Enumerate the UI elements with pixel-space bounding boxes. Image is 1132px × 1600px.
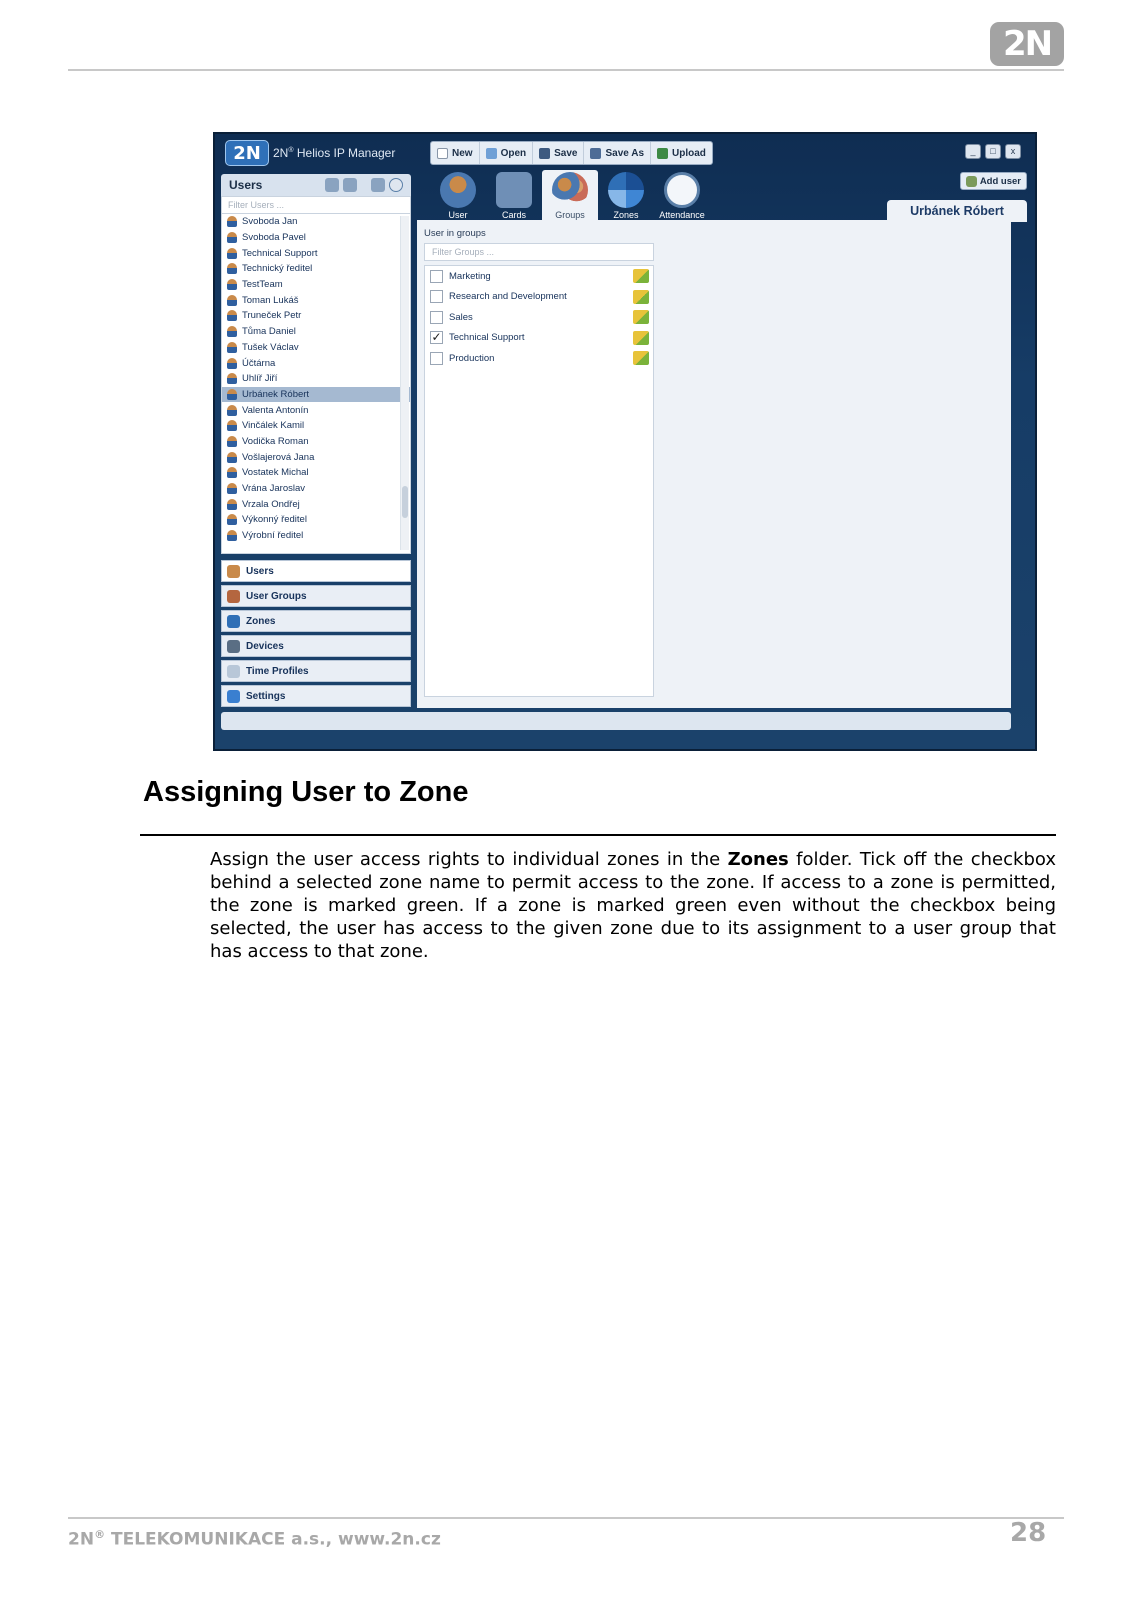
user-name: Vrána Jaroslav — [242, 483, 306, 495]
group-row — [425, 348, 653, 369]
edit-group-icon[interactable] — [633, 290, 649, 304]
group-checkbox[interactable] — [430, 270, 443, 283]
nav-settings[interactable] — [221, 685, 411, 707]
user-list-item[interactable] — [222, 261, 410, 277]
left-panel — [221, 174, 411, 714]
user-search-icon[interactable] — [325, 178, 339, 192]
nav-user-groups[interactable] — [221, 585, 411, 607]
nav-users[interactable] — [221, 560, 411, 582]
user-name: Valenta Antonín — [242, 404, 309, 416]
add-user-button[interactable]: Add user — [960, 172, 1027, 190]
nav-label: Devices — [246, 640, 284, 652]
user-list-item[interactable] — [222, 512, 410, 528]
save-as-button[interactable]: Save As — [584, 142, 651, 164]
user-name: TestTeam — [242, 279, 283, 291]
tab-cards[interactable]: Cards — [486, 170, 542, 222]
user-list-item[interactable] — [222, 465, 410, 481]
user-filter-icon[interactable] — [343, 178, 357, 192]
user-in-groups-label: User in groups — [424, 228, 486, 239]
user-name: Účtárna — [242, 357, 276, 369]
user-name: Technický ředitel — [242, 263, 313, 275]
footer-company: 2N® TELEKOMUNIKACE a.s., www.2n.cz — [68, 1528, 441, 1550]
user-list-item[interactable] — [222, 277, 410, 293]
user-groups-icon — [227, 590, 240, 603]
app-logo: 2N — [225, 140, 269, 166]
section-paragraph: Assign the user access rights to individual zones in the Zones folder. Tick off the checkbox behind a selected zone name to permit access to the zone. If access to a zone is permitted, the zone is marked green. If a zone is marked green even without the checkbox being selected, the user has access to the given zone due to its assignment to a user group that has access to that zone. — [210, 849, 1056, 962]
groups-icon — [552, 172, 588, 208]
filter-groups-input[interactable]: Filter Groups ... — [424, 243, 654, 261]
add-user-icon[interactable] — [371, 178, 385, 192]
edit-group-icon[interactable] — [633, 351, 649, 365]
user-list-item[interactable] — [222, 496, 410, 512]
navigation-buttons — [221, 560, 411, 707]
tab-user[interactable]: User — [430, 170, 486, 222]
add-user-icon — [966, 176, 977, 187]
group-row — [425, 287, 653, 308]
user-name: Svoboda Pavel — [242, 232, 306, 244]
tab-zones[interactable]: Zones — [598, 170, 654, 222]
user-name: Tůma Daniel — [242, 326, 296, 338]
user-groups-panel — [417, 220, 1011, 708]
save-as-icon — [590, 148, 601, 159]
open-icon — [486, 148, 497, 159]
user-icon — [227, 483, 237, 494]
user-name: Vinčálek Kamil — [242, 420, 305, 432]
user-name: Toman Lukáš — [242, 294, 299, 306]
selected-user-name: Urbánek Róbert — [887, 200, 1027, 222]
user-icon — [227, 342, 237, 353]
clock-icon — [664, 172, 700, 208]
user-name: Vostatek Michal — [242, 467, 309, 479]
filter-users-input[interactable]: Filter Users ... — [221, 196, 411, 214]
group-name: Technical Support — [449, 332, 525, 344]
user-list-item[interactable] — [222, 418, 410, 434]
user-list-item[interactable] — [222, 292, 410, 308]
user-icon — [227, 499, 237, 510]
user-list-scrollbar[interactable] — [400, 216, 409, 550]
time-profiles-icon — [227, 665, 240, 678]
user-name: Vodička Roman — [242, 435, 309, 447]
user-icon — [227, 420, 237, 431]
section-heading: Assigning User to Zone — [143, 776, 469, 808]
maximize-button[interactable]: □ — [985, 144, 1001, 159]
user-icon — [227, 232, 237, 243]
edit-group-icon[interactable] — [633, 310, 649, 324]
user-name: Urbánek Róbert — [242, 388, 310, 400]
nav-zones[interactable] — [221, 610, 411, 632]
new-button[interactable]: New — [431, 142, 480, 164]
user-list-item[interactable] — [222, 245, 410, 261]
user-icon — [440, 172, 476, 208]
group-row — [425, 307, 653, 328]
group-checkbox[interactable]: ✓ — [431, 330, 442, 345]
user-list-item[interactable] — [222, 340, 410, 356]
user-icon — [227, 373, 237, 384]
user-list-item[interactable] — [222, 387, 410, 403]
header-rule — [68, 69, 1064, 71]
user-list-item[interactable] — [222, 434, 410, 450]
user-name: Výkonný ředitel — [242, 514, 307, 526]
user-icon — [227, 358, 237, 369]
user-icon — [227, 248, 237, 259]
user-icon — [227, 263, 237, 274]
card-reader-icon — [496, 172, 532, 208]
user-icon — [227, 436, 237, 447]
save-button[interactable]: Save — [533, 142, 584, 164]
user-icon — [227, 530, 237, 541]
user-name: Vošlajerová Jana — [242, 451, 315, 463]
nav-label: Settings — [246, 690, 286, 702]
tab-groups[interactable]: Groups — [542, 170, 598, 222]
tab-attendance[interactable]: Attendance — [654, 170, 710, 222]
user-name: Truneček Petr — [242, 310, 302, 322]
group-checkbox[interactable] — [430, 311, 443, 324]
user-list-item[interactable] — [222, 324, 410, 340]
group-row — [425, 328, 653, 349]
user-icon — [227, 279, 237, 290]
status-bar — [221, 712, 1011, 730]
scroll-thumb[interactable] — [402, 486, 408, 518]
save-icon — [539, 148, 550, 159]
app-title: 2N® Helios IP Manager — [273, 146, 396, 160]
user-icon — [227, 216, 237, 227]
users-panel-title: Users — [229, 178, 263, 192]
users-panel-header — [221, 174, 411, 196]
group-name: Marketing — [449, 270, 491, 282]
user-list[interactable] — [221, 214, 411, 554]
user-list-item[interactable] — [222, 355, 410, 371]
user-icon — [227, 405, 237, 416]
nav-label: Time Profiles — [246, 665, 309, 677]
nav-label: Users — [246, 565, 274, 577]
user-name: Vrzala Ondřej — [242, 498, 300, 510]
edit-group-icon[interactable] — [633, 269, 649, 283]
user-icon — [227, 452, 237, 463]
detail-tabs — [430, 170, 710, 222]
settings-icon — [227, 690, 240, 703]
zones-icon — [608, 172, 644, 208]
user-name: Technical Support — [242, 247, 318, 259]
user-list-item[interactable] — [222, 528, 410, 544]
main-toolbar — [430, 141, 713, 165]
upload-icon — [657, 148, 668, 159]
user-icon — [227, 514, 237, 525]
user-icon — [227, 326, 237, 337]
nav-label: User Groups — [246, 590, 307, 602]
nav-label: Zones — [246, 615, 276, 627]
user-list-item[interactable] — [222, 481, 410, 497]
upload-button[interactable]: Upload — [651, 142, 712, 164]
group-name: Research and Development — [449, 291, 567, 303]
brand-logo: 2N — [990, 22, 1064, 66]
group-checkbox[interactable] — [430, 290, 443, 303]
close-button[interactable]: x — [1005, 144, 1021, 159]
group-list — [424, 265, 654, 697]
window-controls — [965, 144, 1021, 159]
page-number: 28 — [1010, 1518, 1047, 1548]
footer-rule — [68, 1517, 1064, 1519]
users-panel-tools — [325, 178, 403, 192]
group-checkbox[interactable] — [430, 352, 443, 365]
user-name: Tušek Václav — [242, 341, 299, 353]
users-icon — [227, 565, 240, 578]
edit-group-icon[interactable] — [633, 331, 649, 345]
user-name: Výrobní ředitel — [242, 530, 304, 542]
group-name: Production — [449, 352, 495, 364]
minimize-button[interactable]: _ — [965, 144, 981, 159]
open-button[interactable]: Open — [480, 142, 534, 164]
user-name: Svoboda Jan — [242, 216, 298, 228]
new-file-icon — [437, 148, 448, 159]
clock-icon[interactable] — [389, 178, 403, 192]
heading-rule — [140, 834, 1056, 836]
helios-ip-manager-window — [213, 132, 1037, 751]
devices-icon — [227, 640, 240, 653]
user-name: Uhlíř Jiří — [242, 373, 278, 385]
user-list-item[interactable] — [222, 371, 410, 387]
user-list-item[interactable] — [222, 402, 410, 418]
group-row — [425, 266, 653, 287]
zones-icon — [227, 615, 240, 628]
user-list-item[interactable] — [222, 214, 410, 230]
user-list-item[interactable] — [222, 449, 410, 465]
user-list-item[interactable] — [222, 308, 410, 324]
group-name: Sales — [449, 311, 473, 323]
nav-time-profiles[interactable] — [221, 660, 411, 682]
user-icon — [227, 389, 237, 400]
user-list-item[interactable] — [222, 230, 410, 246]
nav-devices[interactable] — [221, 635, 411, 657]
user-icon — [227, 295, 237, 306]
user-icon — [227, 310, 237, 321]
user-icon — [227, 467, 237, 478]
